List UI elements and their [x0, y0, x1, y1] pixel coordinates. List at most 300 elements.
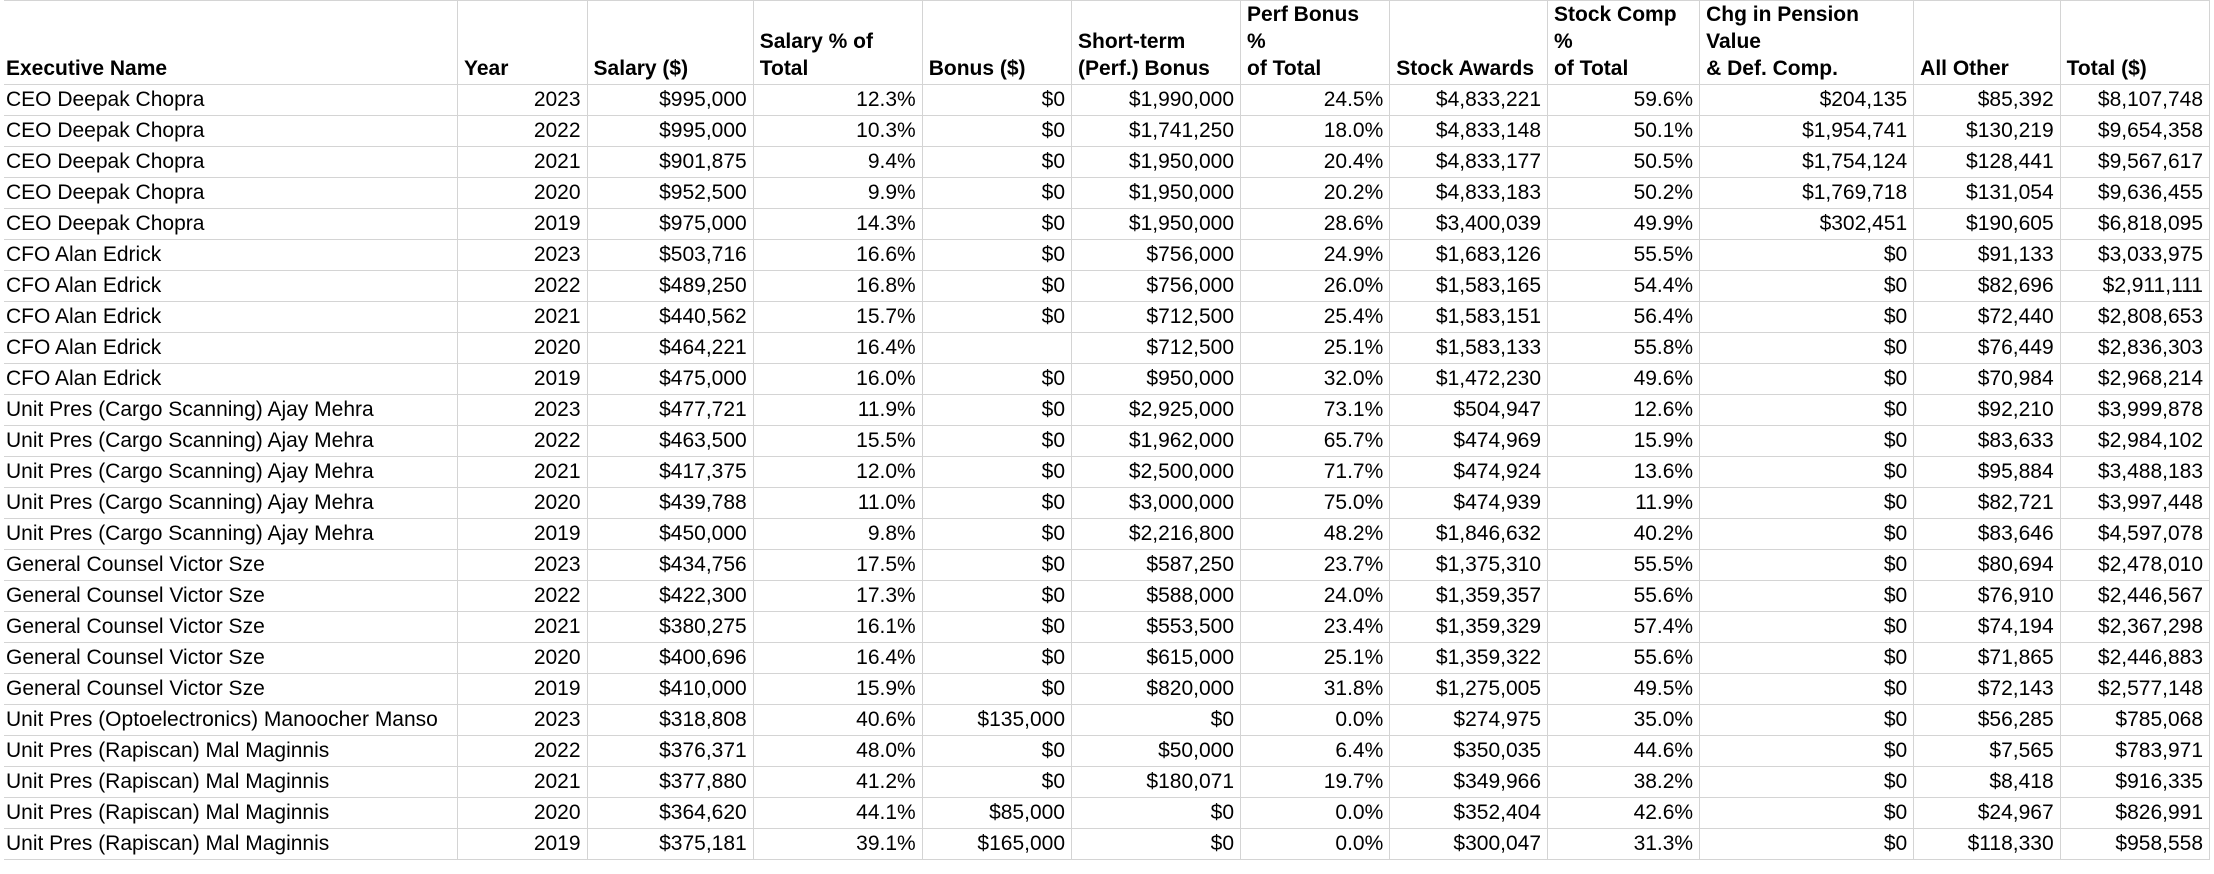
table-cell[interactable]: $756,000 [1072, 240, 1241, 271]
table-cell[interactable]: 12.0% [753, 457, 922, 488]
table-cell[interactable]: $9,567,617 [2060, 147, 2209, 178]
table-cell[interactable]: $950,000 [1072, 364, 1241, 395]
column-header[interactable]: Stock Comp % of Total [1548, 1, 1700, 85]
table-cell[interactable]: $588,000 [1072, 581, 1241, 612]
table-cell[interactable]: 11.0% [753, 488, 922, 519]
table-cell[interactable]: 13.6% [1548, 457, 1700, 488]
table-cell[interactable]: 75.0% [1241, 488, 1390, 519]
column-header[interactable]: Year [457, 1, 587, 85]
table-cell[interactable]: $0 [1072, 798, 1241, 829]
table-cell[interactable]: $474,924 [1390, 457, 1548, 488]
table-cell[interactable]: $417,375 [587, 457, 753, 488]
table-cell[interactable]: $0 [1700, 333, 1914, 364]
table-cell[interactable]: $0 [922, 147, 1071, 178]
table-cell[interactable]: 2023 [457, 395, 587, 426]
table-cell[interactable]: $1,754,124 [1700, 147, 1914, 178]
table-cell[interactable]: $952,500 [587, 178, 753, 209]
table-cell[interactable]: $2,577,148 [2060, 674, 2209, 705]
table-cell[interactable]: 0.0% [1241, 829, 1390, 860]
table-cell[interactable]: 50.2% [1548, 178, 1700, 209]
table-cell[interactable]: 16.1% [753, 612, 922, 643]
table-cell[interactable]: $72,143 [1914, 674, 2060, 705]
table-cell[interactable]: 12.6% [1548, 395, 1700, 426]
table-cell[interactable]: $450,000 [587, 519, 753, 550]
table-cell[interactable]: $190,605 [1914, 209, 2060, 240]
table-cell[interactable]: $504,947 [1390, 395, 1548, 426]
table-cell[interactable]: $400,696 [587, 643, 753, 674]
executive-name-cell[interactable]: Unit Pres (Rapiscan) Mal Maginnis [4, 767, 457, 798]
table-cell[interactable]: $0 [922, 457, 1071, 488]
table-cell[interactable]: $0 [922, 178, 1071, 209]
table-cell[interactable]: $352,404 [1390, 798, 1548, 829]
table-cell[interactable]: 55.5% [1548, 550, 1700, 581]
table-cell[interactable]: 2021 [457, 457, 587, 488]
table-cell[interactable]: 44.6% [1548, 736, 1700, 767]
table-cell[interactable]: 15.9% [1548, 426, 1700, 457]
table-cell[interactable]: $8,418 [1914, 767, 2060, 798]
table-cell[interactable]: $2,808,653 [2060, 302, 2209, 333]
table-cell[interactable]: $0 [1700, 426, 1914, 457]
table-cell[interactable]: $0 [922, 612, 1071, 643]
table-cell[interactable]: $2,367,298 [2060, 612, 2209, 643]
table-cell[interactable]: $0 [922, 519, 1071, 550]
table-cell[interactable]: $0 [922, 426, 1071, 457]
table-cell[interactable]: $0 [922, 581, 1071, 612]
table-cell[interactable]: $376,371 [587, 736, 753, 767]
table-cell[interactable]: 56.4% [1548, 302, 1700, 333]
table-cell[interactable]: $85,392 [1914, 85, 2060, 116]
table-cell[interactable]: $820,000 [1072, 674, 1241, 705]
table-cell[interactable]: $204,135 [1700, 85, 1914, 116]
table-cell[interactable]: 2022 [457, 271, 587, 302]
table-cell[interactable]: 42.6% [1548, 798, 1700, 829]
table-cell[interactable]: 14.3% [753, 209, 922, 240]
table-cell[interactable]: $439,788 [587, 488, 753, 519]
table-cell[interactable]: 20.4% [1241, 147, 1390, 178]
executive-name-cell[interactable]: CFO Alan Edrick [4, 240, 457, 271]
table-cell[interactable] [922, 333, 1071, 364]
table-cell[interactable]: 2023 [457, 550, 587, 581]
table-cell[interactable]: $2,911,111 [2060, 271, 2209, 302]
table-cell[interactable]: $4,833,221 [1390, 85, 1548, 116]
executive-name-cell[interactable]: Unit Pres (Cargo Scanning) Ajay Mehra [4, 395, 457, 426]
table-cell[interactable]: $1,769,718 [1700, 178, 1914, 209]
table-cell[interactable]: $475,000 [587, 364, 753, 395]
table-cell[interactable]: $0 [922, 364, 1071, 395]
table-cell[interactable]: 20.2% [1241, 178, 1390, 209]
table-cell[interactable]: $1,359,329 [1390, 612, 1548, 643]
table-cell[interactable]: $1,683,126 [1390, 240, 1548, 271]
table-cell[interactable]: 9.9% [753, 178, 922, 209]
table-cell[interactable]: 19.7% [1241, 767, 1390, 798]
table-cell[interactable]: $3,000,000 [1072, 488, 1241, 519]
table-cell[interactable]: $0 [922, 395, 1071, 426]
table-cell[interactable]: 49.5% [1548, 674, 1700, 705]
column-header[interactable]: Perf Bonus % of Total [1241, 1, 1390, 85]
table-cell[interactable]: $180,071 [1072, 767, 1241, 798]
table-cell[interactable]: $0 [1700, 395, 1914, 426]
table-cell[interactable]: $474,939 [1390, 488, 1548, 519]
table-cell[interactable]: $72,440 [1914, 302, 2060, 333]
table-cell[interactable]: $0 [922, 736, 1071, 767]
table-cell[interactable]: 49.6% [1548, 364, 1700, 395]
table-cell[interactable]: $2,446,567 [2060, 581, 2209, 612]
column-header[interactable]: Salary % of Total [753, 1, 922, 85]
table-cell[interactable]: $901,875 [587, 147, 753, 178]
table-cell[interactable]: $0 [1700, 674, 1914, 705]
table-cell[interactable]: $9,654,358 [2060, 116, 2209, 147]
table-cell[interactable]: $0 [1700, 705, 1914, 736]
table-cell[interactable]: $0 [1700, 798, 1914, 829]
table-cell[interactable]: $4,597,078 [2060, 519, 2209, 550]
table-cell[interactable]: 55.6% [1548, 581, 1700, 612]
table-cell[interactable]: $0 [1700, 364, 1914, 395]
table-cell[interactable]: 73.1% [1241, 395, 1390, 426]
table-cell[interactable]: $377,880 [587, 767, 753, 798]
table-cell[interactable]: 9.8% [753, 519, 922, 550]
table-cell[interactable]: $0 [1700, 736, 1914, 767]
executive-name-cell[interactable]: CEO Deepak Chopra [4, 178, 457, 209]
table-cell[interactable]: 23.4% [1241, 612, 1390, 643]
table-cell[interactable]: 2022 [457, 736, 587, 767]
table-cell[interactable]: 11.9% [753, 395, 922, 426]
table-cell[interactable]: 10.3% [753, 116, 922, 147]
table-cell[interactable]: $0 [1700, 612, 1914, 643]
table-cell[interactable]: $0 [922, 674, 1071, 705]
executive-name-cell[interactable]: CFO Alan Edrick [4, 302, 457, 333]
table-cell[interactable]: $1,950,000 [1072, 209, 1241, 240]
table-cell[interactable]: $1,741,250 [1072, 116, 1241, 147]
table-cell[interactable]: $1,990,000 [1072, 85, 1241, 116]
table-cell[interactable]: $712,500 [1072, 333, 1241, 364]
table-cell[interactable]: $92,210 [1914, 395, 2060, 426]
table-cell[interactable]: 2019 [457, 829, 587, 860]
table-cell[interactable]: $1,583,165 [1390, 271, 1548, 302]
table-cell[interactable]: 2023 [457, 705, 587, 736]
table-cell[interactable]: 2020 [457, 178, 587, 209]
table-cell[interactable]: $91,133 [1914, 240, 2060, 271]
executive-name-cell[interactable]: Unit Pres (Cargo Scanning) Ajay Mehra [4, 488, 457, 519]
table-cell[interactable]: $1,954,741 [1700, 116, 1914, 147]
table-cell[interactable]: 38.2% [1548, 767, 1700, 798]
table-cell[interactable]: $3,033,975 [2060, 240, 2209, 271]
table-cell[interactable]: $615,000 [1072, 643, 1241, 674]
table-cell[interactable]: $165,000 [922, 829, 1071, 860]
table-cell[interactable]: 48.2% [1241, 519, 1390, 550]
table-cell[interactable]: $0 [1700, 643, 1914, 674]
column-header[interactable]: All Other [1914, 1, 2060, 85]
table-cell[interactable]: $422,300 [587, 581, 753, 612]
table-cell[interactable]: $785,068 [2060, 705, 2209, 736]
executive-name-cell[interactable]: Unit Pres (Cargo Scanning) Ajay Mehra [4, 519, 457, 550]
table-cell[interactable]: $783,971 [2060, 736, 2209, 767]
table-cell[interactable]: 28.6% [1241, 209, 1390, 240]
table-cell[interactable]: $1,583,151 [1390, 302, 1548, 333]
table-cell[interactable]: 2019 [457, 364, 587, 395]
table-cell[interactable]: $71,865 [1914, 643, 2060, 674]
executive-name-cell[interactable]: CEO Deepak Chopra [4, 147, 457, 178]
table-cell[interactable]: $0 [922, 209, 1071, 240]
table-cell[interactable]: $0 [922, 643, 1071, 674]
table-cell[interactable]: 2022 [457, 426, 587, 457]
executive-name-cell[interactable]: Unit Pres (Cargo Scanning) Ajay Mehra [4, 426, 457, 457]
table-cell[interactable]: $2,968,214 [2060, 364, 2209, 395]
table-cell[interactable]: 2021 [457, 302, 587, 333]
table-cell[interactable]: $82,696 [1914, 271, 2060, 302]
table-cell[interactable]: $2,984,102 [2060, 426, 2209, 457]
table-cell[interactable]: $0 [922, 488, 1071, 519]
column-header[interactable]: Salary ($) [587, 1, 753, 85]
table-cell[interactable]: $712,500 [1072, 302, 1241, 333]
table-cell[interactable]: 2021 [457, 147, 587, 178]
table-cell[interactable]: $0 [1700, 581, 1914, 612]
table-cell[interactable]: $3,999,878 [2060, 395, 2209, 426]
column-header[interactable]: Executive Name [4, 1, 457, 85]
column-header[interactable]: Total ($) [2060, 1, 2209, 85]
table-cell[interactable]: 32.0% [1241, 364, 1390, 395]
table-cell[interactable]: $82,721 [1914, 488, 2060, 519]
table-cell[interactable]: $975,000 [587, 209, 753, 240]
table-cell[interactable]: 24.5% [1241, 85, 1390, 116]
table-cell[interactable]: 39.1% [753, 829, 922, 860]
table-cell[interactable]: $131,054 [1914, 178, 2060, 209]
executive-name-cell[interactable]: Unit Pres (Cargo Scanning) Ajay Mehra [4, 457, 457, 488]
table-cell[interactable]: $274,975 [1390, 705, 1548, 736]
table-cell[interactable]: 2019 [457, 674, 587, 705]
executive-name-cell[interactable]: General Counsel Victor Sze [4, 581, 457, 612]
table-cell[interactable]: $350,035 [1390, 736, 1548, 767]
table-cell[interactable]: 50.1% [1548, 116, 1700, 147]
table-cell[interactable]: 25.1% [1241, 333, 1390, 364]
table-cell[interactable]: $464,221 [587, 333, 753, 364]
table-cell[interactable]: $1,275,005 [1390, 674, 1548, 705]
table-cell[interactable]: 31.8% [1241, 674, 1390, 705]
column-header[interactable]: Short-term (Perf.) Bonus [1072, 1, 1241, 85]
table-cell[interactable]: $587,250 [1072, 550, 1241, 581]
table-cell[interactable]: 65.7% [1241, 426, 1390, 457]
table-cell[interactable]: $74,194 [1914, 612, 2060, 643]
table-cell[interactable]: $0 [1700, 550, 1914, 581]
table-cell[interactable]: $0 [922, 767, 1071, 798]
table-cell[interactable]: $0 [1700, 829, 1914, 860]
table-cell[interactable]: $463,500 [587, 426, 753, 457]
table-cell[interactable]: $2,925,000 [1072, 395, 1241, 426]
table-cell[interactable]: 54.4% [1548, 271, 1700, 302]
table-cell[interactable]: 40.2% [1548, 519, 1700, 550]
table-cell[interactable]: $2,216,800 [1072, 519, 1241, 550]
table-cell[interactable]: $6,818,095 [2060, 209, 2209, 240]
table-cell[interactable]: 44.1% [753, 798, 922, 829]
table-cell[interactable]: $503,716 [587, 240, 753, 271]
table-cell[interactable]: $553,500 [1072, 612, 1241, 643]
executive-name-cell[interactable]: CFO Alan Edrick [4, 333, 457, 364]
table-cell[interactable]: $318,808 [587, 705, 753, 736]
table-cell[interactable]: $24,967 [1914, 798, 2060, 829]
executive-name-cell[interactable]: General Counsel Victor Sze [4, 643, 457, 674]
table-cell[interactable]: 2020 [457, 643, 587, 674]
table-cell[interactable]: 2022 [457, 116, 587, 147]
table-cell[interactable]: 2019 [457, 209, 587, 240]
table-cell[interactable]: $9,636,455 [2060, 178, 2209, 209]
table-cell[interactable]: 16.8% [753, 271, 922, 302]
table-cell[interactable]: $0 [1700, 519, 1914, 550]
column-header[interactable]: Bonus ($) [922, 1, 1071, 85]
table-cell[interactable]: $0 [922, 85, 1071, 116]
table-cell[interactable]: $83,633 [1914, 426, 2060, 457]
table-cell[interactable]: 2023 [457, 240, 587, 271]
table-cell[interactable]: $2,500,000 [1072, 457, 1241, 488]
table-cell[interactable]: $56,285 [1914, 705, 2060, 736]
executive-name-cell[interactable]: Unit Pres (Rapiscan) Mal Maginnis [4, 736, 457, 767]
table-cell[interactable]: 2020 [457, 333, 587, 364]
table-cell[interactable]: $0 [922, 116, 1071, 147]
executive-name-cell[interactable]: General Counsel Victor Sze [4, 612, 457, 643]
column-header[interactable]: Stock Awards [1390, 1, 1548, 85]
table-cell[interactable]: $4,833,148 [1390, 116, 1548, 147]
table-cell[interactable]: 2021 [457, 612, 587, 643]
table-cell[interactable]: $3,400,039 [1390, 209, 1548, 240]
table-cell[interactable]: $7,565 [1914, 736, 2060, 767]
table-cell[interactable]: 40.6% [753, 705, 922, 736]
table-cell[interactable]: $958,558 [2060, 829, 2209, 860]
table-cell[interactable]: $0 [1700, 457, 1914, 488]
table-cell[interactable]: 15.5% [753, 426, 922, 457]
table-cell[interactable]: $995,000 [587, 116, 753, 147]
table-cell[interactable]: 16.6% [753, 240, 922, 271]
table-cell[interactable]: 71.7% [1241, 457, 1390, 488]
executive-name-cell[interactable]: General Counsel Victor Sze [4, 550, 457, 581]
table-cell[interactable]: $0 [1700, 240, 1914, 271]
table-cell[interactable]: $128,441 [1914, 147, 2060, 178]
table-cell[interactable]: $76,910 [1914, 581, 2060, 612]
table-cell[interactable]: $0 [1072, 829, 1241, 860]
table-cell[interactable]: 2020 [457, 488, 587, 519]
table-cell[interactable]: 16.0% [753, 364, 922, 395]
table-cell[interactable]: 16.4% [753, 333, 922, 364]
table-cell[interactable]: $0 [1700, 271, 1914, 302]
table-cell[interactable]: $2,478,010 [2060, 550, 2209, 581]
table-cell[interactable]: 15.9% [753, 674, 922, 705]
table-cell[interactable]: $130,219 [1914, 116, 2060, 147]
table-cell[interactable]: 48.0% [753, 736, 922, 767]
table-cell[interactable]: 24.0% [1241, 581, 1390, 612]
table-cell[interactable]: 25.1% [1241, 643, 1390, 674]
table-cell[interactable]: $375,181 [587, 829, 753, 860]
table-cell[interactable]: $1,950,000 [1072, 178, 1241, 209]
table-cell[interactable]: 2020 [457, 798, 587, 829]
table-cell[interactable]: $1,950,000 [1072, 147, 1241, 178]
table-cell[interactable]: 55.6% [1548, 643, 1700, 674]
table-cell[interactable]: 11.9% [1548, 488, 1700, 519]
table-cell[interactable]: $302,451 [1700, 209, 1914, 240]
executive-name-cell[interactable]: CFO Alan Edrick [4, 271, 457, 302]
table-cell[interactable]: 2021 [457, 767, 587, 798]
table-cell[interactable]: $474,969 [1390, 426, 1548, 457]
table-cell[interactable]: 41.2% [753, 767, 922, 798]
table-cell[interactable]: $826,991 [2060, 798, 2209, 829]
table-cell[interactable]: $8,107,748 [2060, 85, 2209, 116]
table-cell[interactable]: $756,000 [1072, 271, 1241, 302]
table-cell[interactable]: $0 [922, 240, 1071, 271]
table-cell[interactable]: $995,000 [587, 85, 753, 116]
executive-name-cell[interactable]: CEO Deepak Chopra [4, 116, 457, 147]
table-cell[interactable]: $434,756 [587, 550, 753, 581]
table-cell[interactable]: $76,449 [1914, 333, 2060, 364]
table-cell[interactable]: $0 [1700, 302, 1914, 333]
table-cell[interactable]: $440,562 [587, 302, 753, 333]
table-cell[interactable]: 9.4% [753, 147, 922, 178]
table-cell[interactable]: $916,335 [2060, 767, 2209, 798]
table-cell[interactable]: 17.3% [753, 581, 922, 612]
table-cell[interactable]: $95,884 [1914, 457, 2060, 488]
table-cell[interactable]: $70,984 [1914, 364, 2060, 395]
table-cell[interactable]: $83,646 [1914, 519, 2060, 550]
table-cell[interactable]: $300,047 [1390, 829, 1548, 860]
table-cell[interactable]: $50,000 [1072, 736, 1241, 767]
table-cell[interactable]: 0.0% [1241, 798, 1390, 829]
table-cell[interactable]: $0 [922, 302, 1071, 333]
table-cell[interactable]: 26.0% [1241, 271, 1390, 302]
table-cell[interactable]: $1,583,133 [1390, 333, 1548, 364]
table-cell[interactable]: $364,620 [587, 798, 753, 829]
table-cell[interactable]: 57.4% [1548, 612, 1700, 643]
table-cell[interactable]: 55.8% [1548, 333, 1700, 364]
executive-name-cell[interactable]: Unit Pres (Rapiscan) Mal Maginnis [4, 798, 457, 829]
table-cell[interactable]: $80,694 [1914, 550, 2060, 581]
executive-name-cell[interactable]: CFO Alan Edrick [4, 364, 457, 395]
table-cell[interactable]: $135,000 [922, 705, 1071, 736]
table-cell[interactable]: 2022 [457, 581, 587, 612]
table-cell[interactable]: $349,966 [1390, 767, 1548, 798]
table-cell[interactable]: $3,997,448 [2060, 488, 2209, 519]
table-cell[interactable]: $1,962,000 [1072, 426, 1241, 457]
table-cell[interactable]: 25.4% [1241, 302, 1390, 333]
table-cell[interactable]: 2023 [457, 85, 587, 116]
table-cell[interactable]: 31.3% [1548, 829, 1700, 860]
table-cell[interactable]: $118,330 [1914, 829, 2060, 860]
table-cell[interactable]: 2019 [457, 519, 587, 550]
table-cell[interactable]: 24.9% [1241, 240, 1390, 271]
table-cell[interactable]: 50.5% [1548, 147, 1700, 178]
table-cell[interactable]: $1,375,310 [1390, 550, 1548, 581]
table-cell[interactable]: 6.4% [1241, 736, 1390, 767]
table-cell[interactable]: $0 [1072, 705, 1241, 736]
table-cell[interactable]: 17.5% [753, 550, 922, 581]
table-cell[interactable]: $0 [1700, 767, 1914, 798]
table-cell[interactable]: $1,359,322 [1390, 643, 1548, 674]
table-cell[interactable]: 35.0% [1548, 705, 1700, 736]
table-cell[interactable]: $4,833,183 [1390, 178, 1548, 209]
table-cell[interactable]: $2,836,303 [2060, 333, 2209, 364]
table-cell[interactable]: $410,000 [587, 674, 753, 705]
table-cell[interactable]: $85,000 [922, 798, 1071, 829]
executive-name-cell[interactable]: Unit Pres (Optoelectronics) Manoocher Manso [4, 705, 457, 736]
table-cell[interactable]: $0 [1700, 488, 1914, 519]
table-cell[interactable]: $477,721 [587, 395, 753, 426]
executive-name-cell[interactable]: CEO Deepak Chopra [4, 85, 457, 116]
table-cell[interactable]: $489,250 [587, 271, 753, 302]
table-cell[interactable]: 59.6% [1548, 85, 1700, 116]
table-cell[interactable]: $2,446,883 [2060, 643, 2209, 674]
executive-name-cell[interactable]: Unit Pres (Rapiscan) Mal Maginnis [4, 829, 457, 860]
table-cell[interactable]: $3,488,183 [2060, 457, 2209, 488]
executive-name-cell[interactable]: General Counsel Victor Sze [4, 674, 457, 705]
table-cell[interactable]: 55.5% [1548, 240, 1700, 271]
table-cell[interactable]: 23.7% [1241, 550, 1390, 581]
executive-name-cell[interactable]: CEO Deepak Chopra [4, 209, 457, 240]
table-cell[interactable]: $380,275 [587, 612, 753, 643]
table-cell[interactable]: 16.4% [753, 643, 922, 674]
